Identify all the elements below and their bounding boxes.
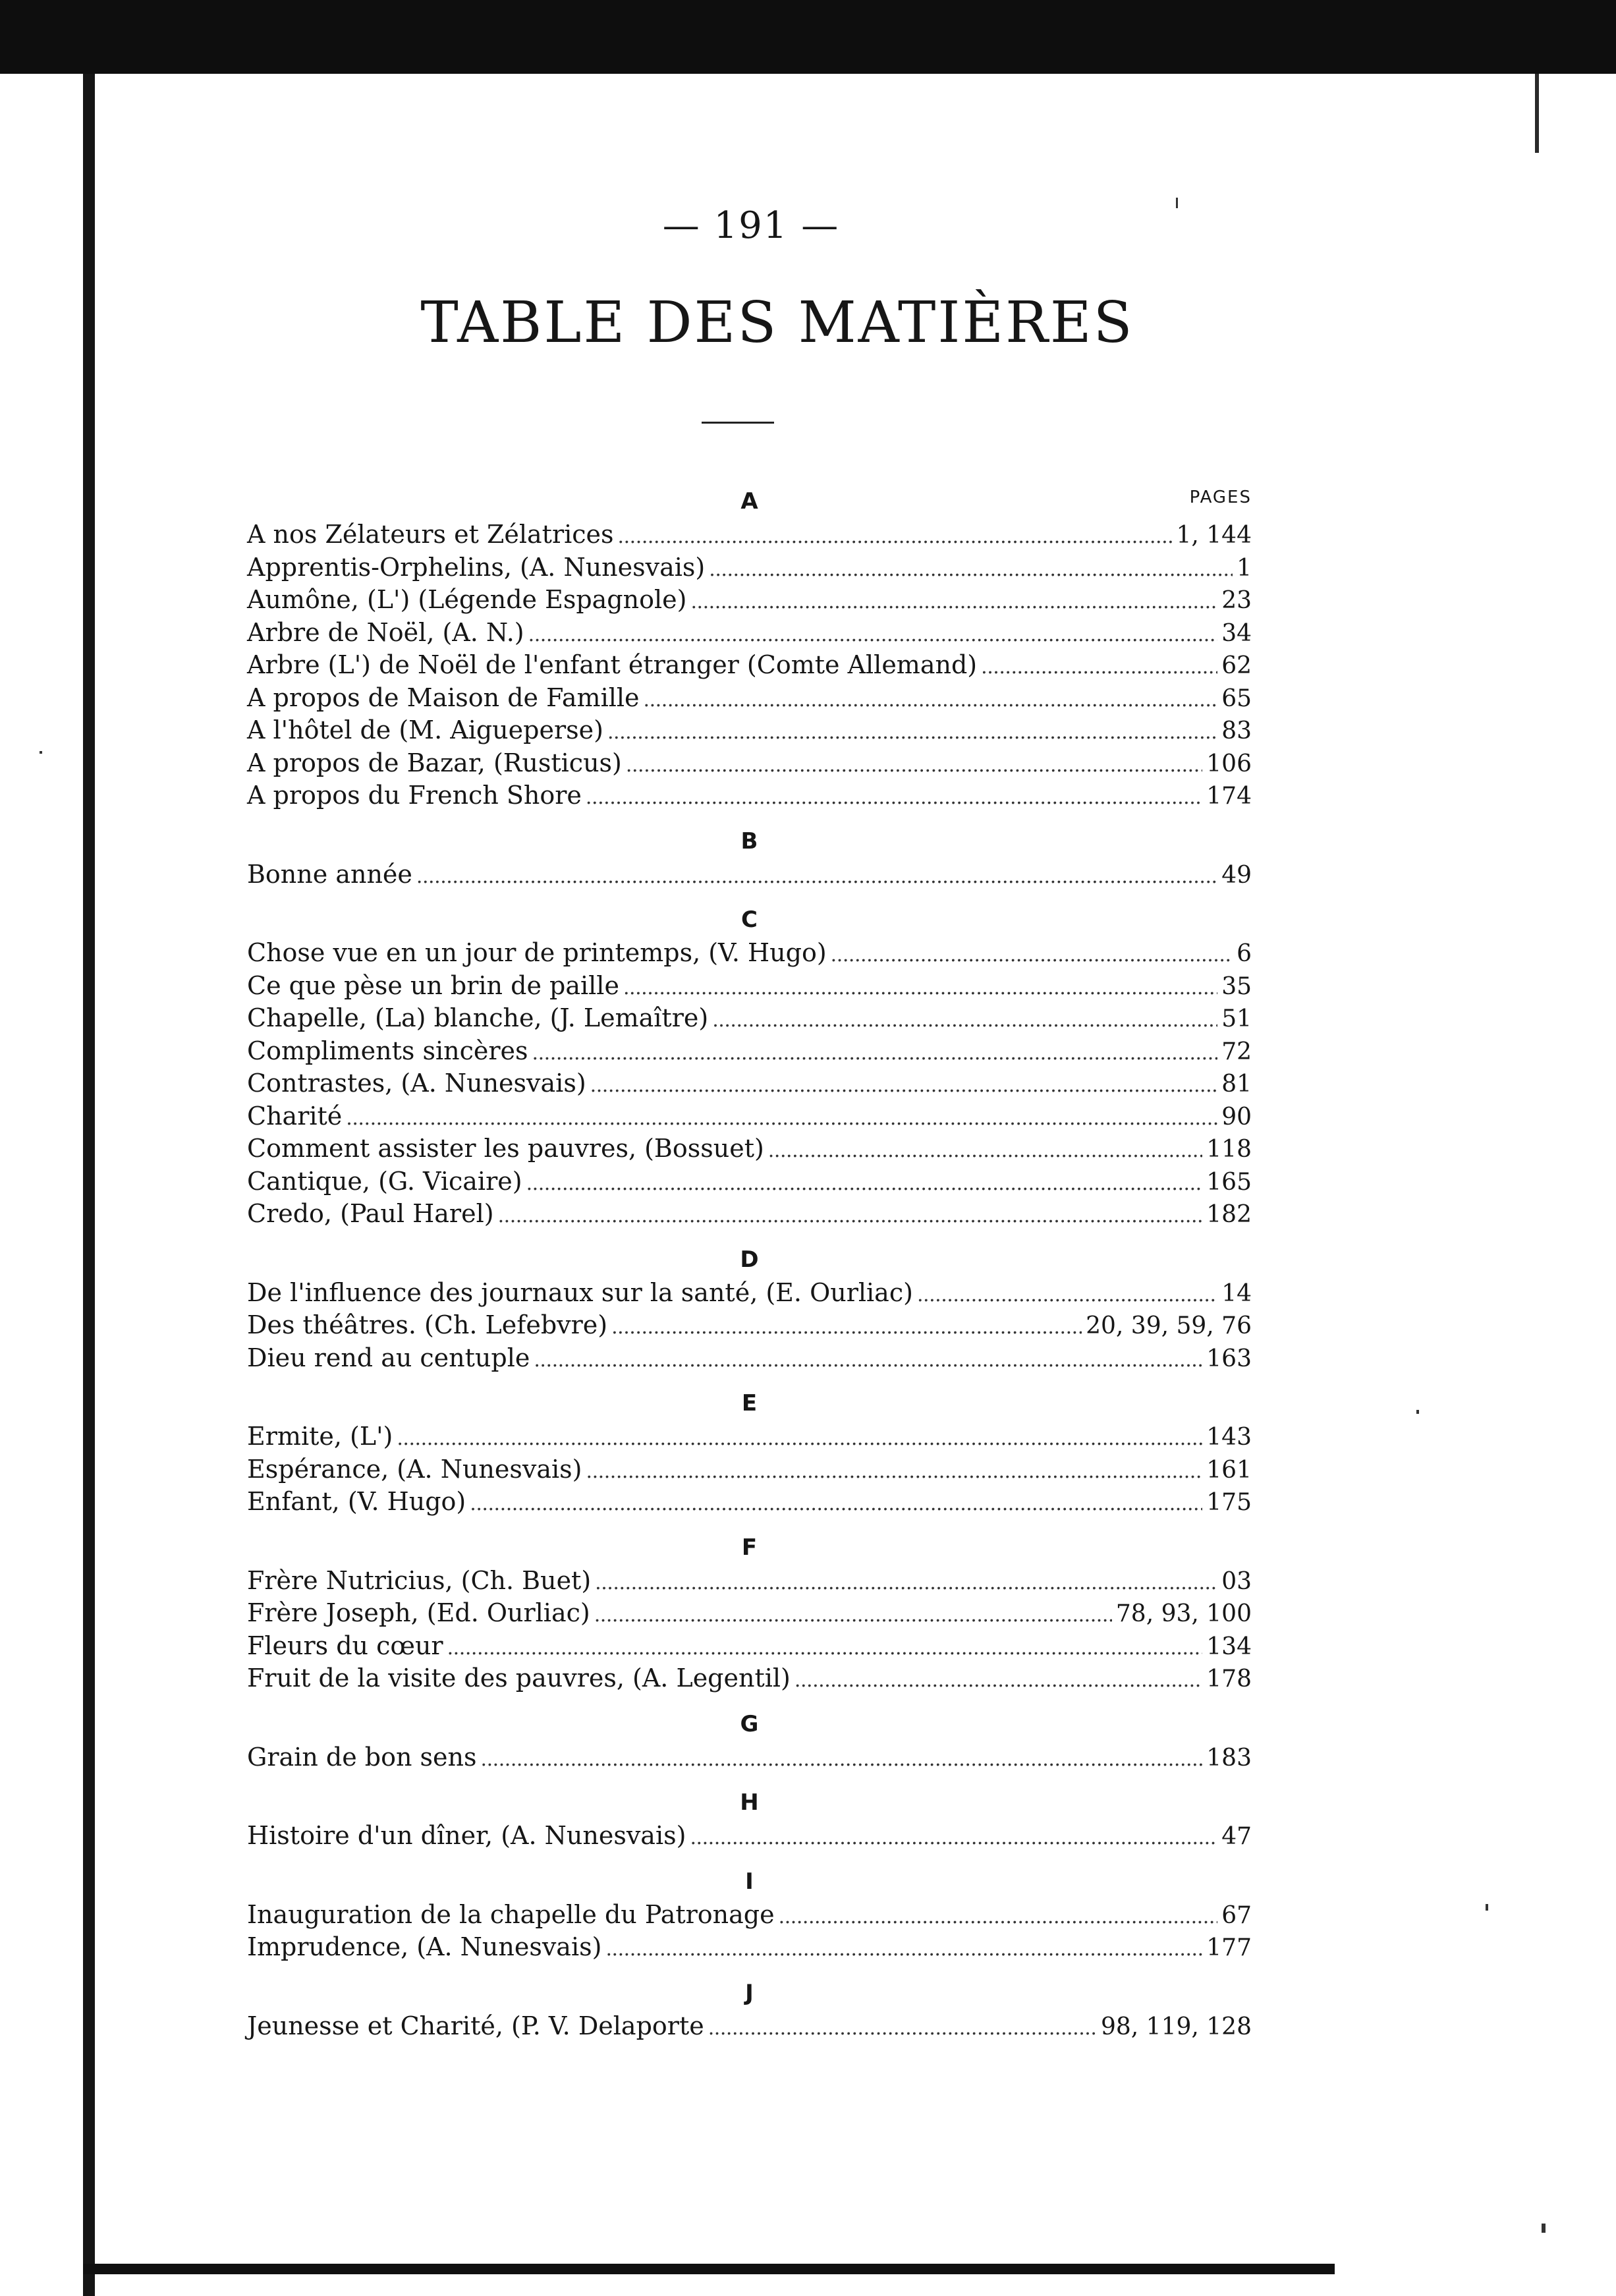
toc-entry: [247, 1067, 1252, 1100]
entry-title: Imprudence, (A. Nunesvais): [247, 1932, 602, 1961]
toc-section-d: [247, 1231, 1252, 1375]
toc-entry: [247, 1453, 1252, 1486]
scan-speck: [1416, 1410, 1419, 1414]
section-letter: B: [740, 827, 758, 854]
section-letter: H: [740, 1789, 759, 1816]
dot-leader: [644, 682, 1218, 717]
entry-pages: 65: [1221, 685, 1252, 712]
toc-entry: [247, 1420, 1252, 1453]
toc-entry: [247, 518, 1252, 551]
dot-leader: [917, 1277, 1217, 1312]
toc-entry: [247, 1165, 1252, 1198]
table-of-contents: [247, 484, 1252, 2042]
section-letter: D: [740, 1246, 759, 1273]
toc-entry: [247, 1662, 1252, 1695]
section-letter: C: [741, 907, 758, 933]
toc-entry: [247, 1309, 1252, 1342]
dot-leader: [768, 1133, 1202, 1167]
dot-leader: [532, 1035, 1218, 1070]
section-letter: E: [741, 1390, 758, 1416]
entry-title: Charité: [247, 1101, 343, 1131]
entry-title: Compliments sincères: [247, 1036, 528, 1065]
entry-pages: 161: [1206, 1456, 1252, 1484]
entry-title: Fleurs du cœur: [247, 1631, 443, 1660]
dot-leader: [586, 1453, 1203, 1488]
pages-column-label: PAGES: [1189, 488, 1252, 507]
entry-title: Chapelle, (La) blanche, (J. Lemaître): [247, 1003, 709, 1032]
entry-pages: 03: [1221, 1567, 1252, 1595]
entry-title: Cantique, (G. Vicaire): [247, 1166, 522, 1196]
dot-leader: [526, 1165, 1203, 1200]
entry-title: Frère Joseph, (Ed. Ourliac): [247, 1598, 590, 1627]
entry-pages: 98, 119, 128: [1100, 2013, 1252, 2040]
entry-pages: 163: [1206, 1345, 1252, 1372]
entry-title: Comment assister les pauvres, (Bossuet): [247, 1134, 764, 1163]
toc-entry: [247, 1931, 1252, 1964]
dot-leader: [594, 1597, 1112, 1632]
scan-speck: [1176, 198, 1178, 208]
entry-pages: 90: [1221, 1103, 1252, 1131]
dot-leader: [470, 1486, 1202, 1521]
toc-entry: [247, 1486, 1252, 1519]
toc-entry: [247, 1002, 1252, 1035]
toc-entry: [247, 682, 1252, 715]
toc-entry: [247, 779, 1252, 812]
toc-entry: [247, 1565, 1252, 1598]
entry-pages: 78, 93, 100: [1115, 1600, 1252, 1627]
entry-pages: 23: [1221, 587, 1252, 614]
dot-leader: [618, 518, 1173, 553]
entry-title: Ce que pèse un brin de paille: [247, 970, 619, 1000]
toc-entry: [247, 1899, 1252, 1932]
entry-pages: 1: [1237, 554, 1252, 582]
dot-leader: [712, 1002, 1217, 1037]
toc-entry: [247, 584, 1252, 617]
entry-pages: 83: [1221, 717, 1252, 744]
entry-title: Arbre (L') de Noël de l'enfant étranger (Comte Allemand): [247, 650, 978, 679]
toc-section-f: [247, 1519, 1252, 1695]
entry-pages: 20, 39, 59, 76: [1086, 1312, 1252, 1339]
dot-leader: [623, 970, 1217, 1005]
scan-border-top: [0, 0, 1616, 74]
toc-entry: [247, 1741, 1252, 1774]
entry-title: Jeunesse et Charité, (P. V. Delaporte: [247, 2011, 704, 2040]
dot-leader: [981, 649, 1217, 684]
entry-title: Fruit de la visite des pauvres, (A. Legentil): [247, 1664, 791, 1693]
dot-leader: [708, 2010, 1097, 2045]
toc-entry: [247, 747, 1252, 780]
toc-entry: [247, 970, 1252, 1003]
entry-title: De l'influence des journaux sur la santé, (E. Ourliac): [247, 1277, 913, 1307]
entry-title: Bonne année: [247, 859, 412, 889]
dot-leader: [626, 747, 1202, 782]
entry-title: Aumône, (L') (Légende Espagnole): [247, 585, 687, 614]
toc-entry: [247, 2010, 1252, 2043]
toc-entry: [247, 714, 1252, 747]
toc-entry: [247, 1277, 1252, 1310]
dot-leader: [528, 617, 1218, 652]
toc-entry: [247, 1100, 1252, 1133]
toc-entry: [247, 617, 1252, 650]
section-letter: A: [740, 488, 758, 515]
scan-speck: [1486, 1904, 1488, 1911]
entry-title: Inauguration de la chapelle du Patronage: [247, 1899, 775, 1929]
scan-border-bottom: [83, 2264, 1335, 2274]
toc-entry: [247, 1630, 1252, 1663]
entry-title: Histoire d'un dîner, (A. Nunesvais): [247, 1821, 686, 1850]
entry-title: Frère Nutricius, (Ch. Buet): [247, 1565, 592, 1595]
toc-section-h: [247, 1774, 1252, 1853]
entry-pages: 6: [1237, 940, 1252, 967]
entry-pages: 175: [1206, 1489, 1252, 1516]
toc-entry: [247, 1035, 1252, 1068]
toc-section-i: [247, 1853, 1252, 1964]
entry-pages: 118: [1206, 1136, 1252, 1163]
dot-leader: [447, 1630, 1203, 1665]
dot-leader: [607, 714, 1217, 749]
dot-leader: [586, 779, 1202, 814]
dot-leader: [779, 1899, 1218, 1934]
entry-pages: 174: [1206, 783, 1252, 810]
entry-pages: 81: [1221, 1071, 1252, 1098]
toc-entry: [247, 1198, 1252, 1231]
entry-title: A propos de Maison de Famille: [247, 683, 640, 712]
toc-entry: [247, 1820, 1252, 1853]
toc-entry: [247, 858, 1252, 891]
scan-border-left: [83, 74, 95, 2296]
entry-title: Arbre de Noël, (A. N.): [247, 617, 524, 647]
toc-section-j: [247, 1964, 1252, 2043]
dot-leader: [709, 551, 1233, 586]
dot-leader: [690, 1820, 1217, 1855]
entry-title: A propos du French Shore: [247, 781, 582, 810]
toc-entry: [247, 937, 1252, 970]
entry-pages: 177: [1206, 1934, 1252, 1961]
entry-pages: 62: [1221, 652, 1252, 679]
entry-pages: 72: [1221, 1038, 1252, 1065]
page-number: — 191 —: [662, 204, 840, 247]
entry-pages: 182: [1206, 1201, 1252, 1228]
entry-title: Contrastes, (A. Nunesvais): [247, 1069, 586, 1098]
entry-pages: 34: [1221, 619, 1252, 647]
entry-pages: 1, 144: [1176, 522, 1252, 549]
entry-pages: 35: [1221, 972, 1252, 1000]
toc-entry: [247, 1342, 1252, 1375]
section-letter: J: [745, 1979, 754, 2006]
entry-title: A propos de Bazar, (Rusticus): [247, 748, 622, 777]
dot-leader: [595, 1565, 1217, 1600]
toc-entry: [247, 649, 1252, 682]
toc-section-g: [247, 1695, 1252, 1774]
dot-leader: [611, 1309, 1082, 1344]
dot-leader: [590, 1067, 1218, 1102]
scan-mark: [1535, 74, 1539, 153]
toc-section-a: [247, 484, 1252, 812]
toc-entry: [247, 551, 1252, 584]
dot-leader: [605, 1931, 1202, 1966]
toc-entry: [247, 1597, 1252, 1630]
entry-pages: 134: [1206, 1633, 1252, 1660]
title-rule: [702, 422, 774, 424]
entry-title: Espérance, (A. Nunesvais): [247, 1454, 582, 1484]
toc-section-e: [247, 1374, 1252, 1519]
scan-speck: [40, 751, 42, 754]
entry-pages: 178: [1206, 1666, 1252, 1693]
entry-title: Credo, (Paul Harel): [247, 1199, 494, 1228]
page-title: TABLE DES MATIÈRES: [420, 290, 1134, 356]
entry-pages: 143: [1206, 1424, 1252, 1451]
entry-pages: 183: [1206, 1744, 1252, 1772]
dot-leader: [534, 1342, 1202, 1377]
entry-title: Des théâtres. (Ch. Lefebvre): [247, 1310, 608, 1339]
dot-leader: [397, 1420, 1202, 1455]
scan-speck: [1542, 2224, 1546, 2233]
entry-pages: 106: [1206, 750, 1252, 777]
dot-leader: [831, 937, 1233, 972]
dot-leader: [346, 1100, 1217, 1135]
entry-title: Ermite, (L'): [247, 1422, 393, 1451]
section-letter: I: [745, 1868, 754, 1895]
entry-title: Dieu rend au centuple: [247, 1343, 530, 1372]
entry-pages: 51: [1221, 1005, 1252, 1032]
entry-title: A l'hôtel de (M. Aigueperse): [247, 715, 603, 744]
dot-leader: [690, 584, 1217, 619]
entry-title: Chose vue en un jour de printemps, (V. Hugo): [247, 938, 827, 967]
toc-entry: [247, 1133, 1252, 1165]
entry-pages: 47: [1221, 1823, 1252, 1850]
toc-section-b: [247, 812, 1252, 891]
section-letter: G: [740, 1710, 759, 1737]
entry-title: Enfant, (V. Hugo): [247, 1487, 466, 1516]
dot-leader: [481, 1741, 1203, 1776]
entry-pages: 67: [1221, 1901, 1252, 1929]
entry-title: Grain de bon sens: [247, 1742, 477, 1772]
entry-pages: 165: [1206, 1168, 1252, 1196]
entry-title: Apprentis-Orphelins, (A. Nunesvais): [247, 552, 706, 582]
entry-pages: 49: [1221, 861, 1252, 889]
dot-leader: [416, 858, 1217, 893]
dot-leader: [498, 1198, 1203, 1233]
entry-pages: 14: [1221, 1279, 1252, 1307]
dot-leader: [794, 1662, 1202, 1697]
toc-section-c: [247, 891, 1252, 1231]
entry-title: A nos Zélateurs et Zélatrices: [247, 520, 614, 549]
section-letter: F: [741, 1534, 758, 1561]
